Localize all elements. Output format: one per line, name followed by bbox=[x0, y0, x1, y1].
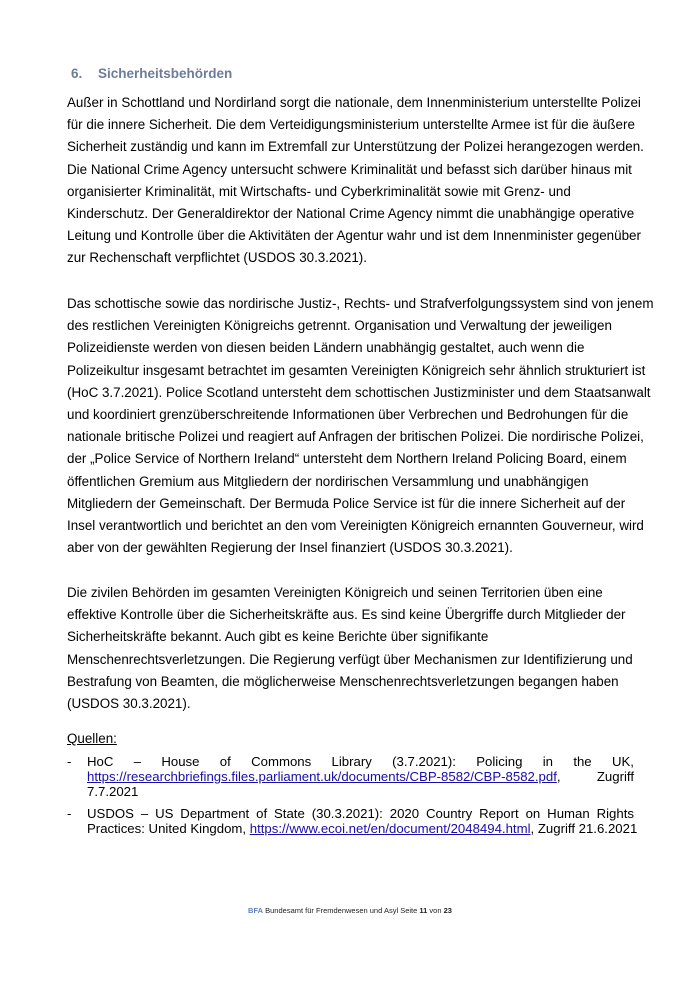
word: House bbox=[161, 754, 200, 769]
word: of bbox=[219, 754, 231, 769]
paragraph-line: Polizeikultur insgesamt betrachtet im gesamten Vereinigten Königreich sehr ähnlich strukturiert ist bbox=[67, 362, 646, 378]
paragraph-line: Das schottische sowie das nordirische Justiz-, Rechts- und Strafverfolgungssystem sind von jenem bbox=[67, 296, 654, 311]
word: UK, bbox=[611, 754, 634, 769]
paragraph bbox=[67, 293, 654, 559]
word: HoC bbox=[87, 754, 114, 769]
paragraph-line: Leitung und Kontrolle über die Aktivitäten der Agentur wahr und ist dem Innenminister gegenüber bbox=[67, 228, 641, 244]
word: of bbox=[256, 806, 268, 821]
paragraph-line: und koordiniert grenzüberschreitende Informationen über Verbrechen und Bedrohungen für die bbox=[67, 407, 629, 423]
paragraph-line: organisierter Kriminalität, mit Wirtschafts- und Cyberkriminalität sowie mit Grenz- und bbox=[67, 183, 571, 199]
source-line bbox=[87, 821, 638, 836]
paragraph-line: (USDOS 30.3.2021). bbox=[67, 696, 191, 712]
section-number: 6. bbox=[71, 66, 83, 81]
word: – bbox=[140, 806, 149, 821]
source-text: , Zugriff 21.6.2021 bbox=[530, 821, 638, 836]
section-title: Sicherheitsbehörden bbox=[98, 66, 233, 81]
source-line bbox=[87, 754, 634, 769]
word: Rights bbox=[596, 806, 634, 821]
paragraph-line: aber von der gewählten Regierung der Insel finanziert (USDOS 30.3.2021). bbox=[67, 540, 513, 556]
paragraph-line: der „Police Service of Northern Ireland“ untersteht dem Northern Ireland Policing Board, einem bbox=[67, 451, 627, 467]
paragraph bbox=[67, 582, 642, 715]
word: 2020 bbox=[389, 806, 420, 821]
access-date: 7.7.2021 bbox=[87, 784, 139, 799]
paragraph-line: Bestrafung von Beamten, die möglicherweise Menschenrechtsverletzungen begangen haben bbox=[67, 673, 619, 689]
word: Country bbox=[426, 806, 473, 821]
list-dash: - bbox=[67, 806, 72, 821]
paragraph-line: des restlichen Vereinigten Königreichs getrennt. Organisation und Verwaltung der jeweiligen bbox=[67, 318, 612, 334]
paragraph-line: Polizeidienste werden von diesen beiden Ländern unabhängig gestaltet, auch wenn die bbox=[67, 340, 585, 356]
paragraph-line: Die zivilen Behörden im gesamten Vereinigten Königreich und seinen Territorien üben eine bbox=[67, 585, 603, 600]
paragraph-line: Menschenrechtsverletzungen. Die Regierung verfügt über Mechanismen zur Identifizierung und bbox=[67, 651, 633, 667]
word: Library bbox=[331, 754, 372, 769]
paragraph-line: Außer in Schottland und Nordirland sorgt die nationale, dem Innenministerium unterstellte Polizei bbox=[67, 95, 641, 110]
word: the bbox=[573, 754, 592, 769]
word: Department bbox=[180, 806, 250, 821]
paragraph-line: zur Rechenschaft verpflichtet (USDOS 30.3.2021). bbox=[67, 250, 367, 266]
paragraph-line: Kinderschutz. Der Generaldirektor der National Crime Agency nimmt die unabhängige operative bbox=[67, 206, 635, 222]
source-text: Practices: United Kingdom, bbox=[87, 821, 250, 836]
sources-heading: Quellen: bbox=[67, 731, 117, 746]
word: in bbox=[542, 754, 553, 769]
page-footer bbox=[0, 906, 700, 915]
footer-of: von bbox=[427, 906, 444, 915]
word: USDOS bbox=[87, 806, 134, 821]
source-line bbox=[87, 769, 634, 784]
word: Report bbox=[479, 806, 519, 821]
source-link-usdos[interactable]: https://www.ecoi.net/en/document/2048494.html bbox=[249, 821, 531, 836]
word: (30.3.2021): bbox=[311, 806, 383, 821]
source-line bbox=[87, 806, 634, 821]
word: Human bbox=[547, 806, 590, 821]
word: Commons bbox=[251, 754, 312, 769]
word: State bbox=[274, 806, 305, 821]
comma: , bbox=[556, 769, 561, 784]
list-dash: - bbox=[67, 754, 72, 769]
footer-org: Bundesamt für Fremdenwesen und Asyl Seite bbox=[263, 906, 420, 915]
paragraph-line: Die National Crime Agency untersucht schwere Kriminalität und befasst sich darüber hinaus mit bbox=[67, 161, 632, 177]
footer-page-total: 23 bbox=[443, 906, 452, 915]
access-label: Zugriff bbox=[596, 769, 634, 784]
word: US bbox=[155, 806, 174, 821]
paragraph-line: öffentlichen Gremium aus Mitgliedern der nordirischen Versammlung und unabhängigen bbox=[67, 473, 589, 489]
paragraph-line: Sicherheitskräfte bekannt. Auch gibt es keine Berichte über signifikante bbox=[67, 629, 489, 645]
paragraph-line: für die innere Sicherheit. Die dem Verteidigungsministerium unterstellte Armee ist für die äußere bbox=[67, 117, 635, 133]
word: on bbox=[525, 806, 541, 821]
paragraph-line: Mitgliedern der Gemeinschaft. Der Bermuda Police Service ist für die innere Sicherheit auf der bbox=[67, 495, 626, 511]
paragraph-line: nationale britische Polizei und reagiert auf Anfragen der britischen Polizei. Die nordirische Polizei, bbox=[67, 429, 644, 445]
source-link-hoc[interactable]: https://researchbriefings.files.parliament.uk/documents/CBP-8582/CBP-8582.pdf bbox=[87, 769, 557, 784]
footer-page-number: 11 bbox=[419, 906, 428, 915]
paragraph-line: Sicherheit zuständig und kann im Extremfall zur Unterstützung der Polizei herangezogen werden. bbox=[67, 139, 644, 155]
section-heading bbox=[71, 66, 232, 81]
paragraph-line: (HoC 3.7.2021). Police Scotland untersteht dem schottischen Justizminister und dem Staatsanwalt bbox=[67, 384, 651, 400]
word: Policing bbox=[476, 754, 523, 769]
paragraph-line: Insel verantwortlich und berichtet an den vom Vereinigten Königreich ernannten Gouverneur, wird bbox=[67, 518, 644, 534]
word: – bbox=[133, 754, 142, 769]
paragraph-line: effektive Kontrolle über die Sicherheitskräfte aus. Es sind keine Übergriffe durch Mitglieder der bbox=[67, 607, 626, 623]
footer-logo-abbr: BFA bbox=[248, 906, 264, 915]
word: (3.7.2021): bbox=[392, 754, 456, 769]
paragraph bbox=[67, 92, 642, 270]
